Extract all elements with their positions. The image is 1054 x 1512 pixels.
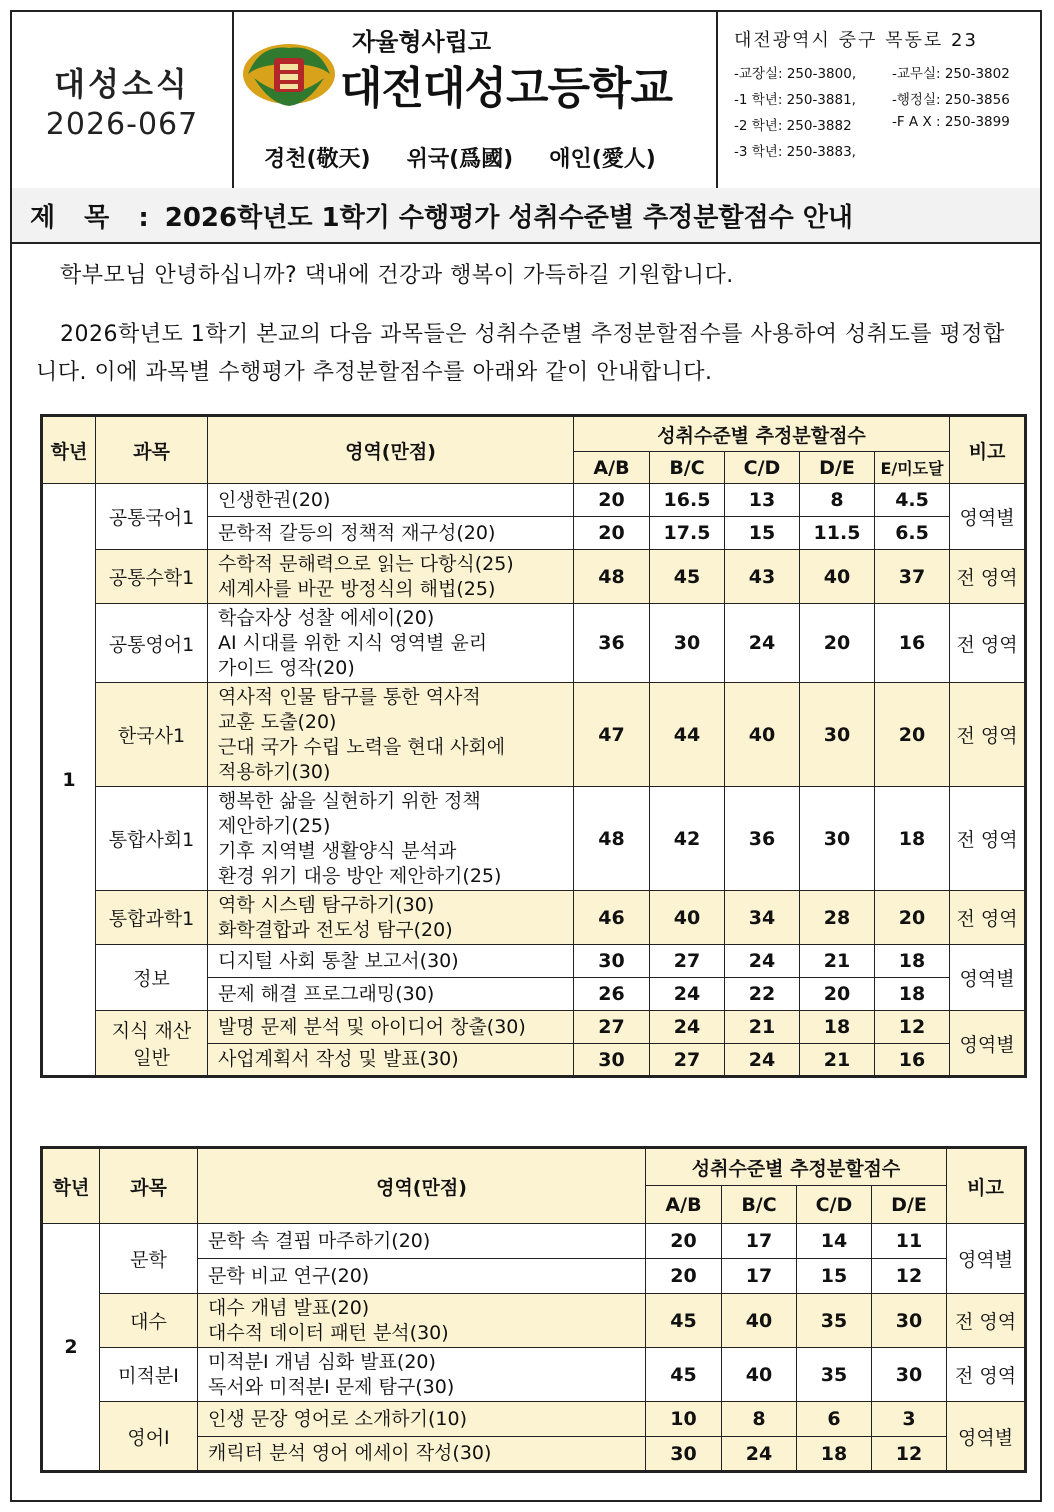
area-line: 환경 위기 대응 방안 제안하기(25) bbox=[218, 864, 502, 887]
score-cell: 8 bbox=[722, 1402, 797, 1437]
subject-cell: 공통영어1 bbox=[96, 604, 208, 683]
score-cell: 40 bbox=[722, 1294, 797, 1348]
school-mottos bbox=[264, 142, 656, 173]
area-cell bbox=[198, 1259, 646, 1294]
area-line: 인생한권(20) bbox=[218, 488, 331, 511]
score-cell: 20 bbox=[800, 978, 875, 1011]
table-row bbox=[42, 891, 1026, 945]
area-line: 문학적 갈등의 정책적 재구성(20) bbox=[218, 521, 496, 544]
score-cell: 12 bbox=[872, 1437, 947, 1472]
score-cell: 16 bbox=[875, 1044, 950, 1077]
grade2-score-table bbox=[40, 1146, 1027, 1473]
note-cell: 전 영역 bbox=[950, 550, 1026, 604]
grade1-score-table bbox=[40, 414, 1027, 1078]
newsletter-page bbox=[10, 10, 1042, 1502]
area-cell bbox=[198, 1402, 646, 1437]
area-cell bbox=[198, 1437, 646, 1472]
motto-1: 경천(敬天) bbox=[264, 147, 371, 172]
score-cell: 20 bbox=[646, 1259, 722, 1294]
score-cell: 24 bbox=[725, 945, 800, 978]
area-line: 캐릭터 분석 영어 에세이 작성(30) bbox=[208, 1442, 492, 1464]
note-cell: 영역별 bbox=[950, 945, 1026, 1011]
table-row bbox=[42, 1224, 1026, 1259]
area-line: 발명 문제 분석 및 아이디어 창출(30) bbox=[218, 1015, 526, 1038]
area-cell bbox=[198, 1348, 646, 1402]
score-cell: 27 bbox=[574, 1011, 650, 1044]
header-subject: 과목 bbox=[100, 1148, 198, 1224]
area-line: 대수적 데이터 패턴 분석(30) bbox=[208, 1321, 449, 1344]
table-row bbox=[42, 945, 1026, 978]
motto-3: 애인(愛人) bbox=[549, 147, 656, 172]
table-row bbox=[42, 550, 1026, 604]
contact-item: -교장실: 250-3800, bbox=[734, 66, 857, 82]
score-cell: 36 bbox=[574, 604, 650, 683]
score-cell: 16.5 bbox=[650, 484, 725, 517]
school-emblem-icon bbox=[240, 34, 338, 114]
score-cell: 18 bbox=[800, 1011, 875, 1044]
subject-cell: 한국사1 bbox=[96, 683, 208, 787]
area-cell bbox=[208, 1044, 574, 1077]
subject-cell: 통합과학1 bbox=[96, 891, 208, 945]
school-type: 자율형사립고 bbox=[352, 28, 492, 56]
header-area: 영역(만점) bbox=[198, 1148, 646, 1224]
score-cell: 45 bbox=[650, 550, 725, 604]
score-cell: 40 bbox=[800, 550, 875, 604]
area-line: 세계사를 바꾼 방정식의 해법(25) bbox=[218, 577, 496, 600]
header-level-0: A/B bbox=[574, 452, 650, 484]
score-cell: 16 bbox=[875, 604, 950, 683]
contact-item bbox=[892, 140, 1042, 160]
score-cell: 27 bbox=[650, 1044, 725, 1077]
contact-item: -1 학년: 250-3881, bbox=[734, 92, 856, 108]
area-line: 역학 시스템 탐구하기(30) bbox=[218, 893, 435, 916]
header-note: 비고 bbox=[950, 416, 1026, 484]
subject-cell: 공통국어1 bbox=[96, 484, 208, 550]
score-cell: 34 bbox=[725, 891, 800, 945]
score-cell: 20 bbox=[574, 484, 650, 517]
score-cell: 15 bbox=[725, 517, 800, 550]
score-cell: 17 bbox=[722, 1224, 797, 1259]
score-cell: 4.5 bbox=[875, 484, 950, 517]
score-cell: 17.5 bbox=[650, 517, 725, 550]
table-row bbox=[42, 1294, 1026, 1348]
subject-label: 제 목 : bbox=[30, 202, 159, 233]
area-line: 제안하기(25) bbox=[218, 814, 331, 837]
score-cell: 3 bbox=[872, 1402, 947, 1437]
score-cell: 20 bbox=[875, 891, 950, 945]
area-line: 근대 국가 수립 노력을 현대 사회에 bbox=[218, 735, 506, 758]
area-cell bbox=[208, 891, 574, 945]
contact-item: -F A X : 250-3899 bbox=[892, 114, 1010, 130]
header-level-0: A/B bbox=[646, 1186, 722, 1224]
score-cell: 24 bbox=[725, 604, 800, 683]
header-area: 영역(만점) bbox=[208, 416, 574, 484]
subject-cell: 대수 bbox=[100, 1294, 198, 1348]
area-line: 독서와 미적분Ⅰ 문제 탐구(30) bbox=[208, 1375, 455, 1398]
contact-list bbox=[734, 62, 1040, 160]
area-cell bbox=[198, 1294, 646, 1348]
subject-text: 2026학년도 1학기 수행평가 성취수준별 추정분할점수 안내 bbox=[164, 202, 853, 233]
area-cell bbox=[208, 683, 574, 787]
greeting-paragraph: 학부모님 안녕하십니까? 댁내에 건강과 행복이 가득하길 기원합니다. bbox=[60, 263, 734, 288]
area-line: 학습자상 성찰 에세이(20) bbox=[218, 606, 435, 629]
subject-cell: 영어Ⅰ bbox=[100, 1402, 198, 1472]
area-line: 사업계획서 작성 및 발표(30) bbox=[218, 1048, 459, 1070]
area-cell bbox=[208, 550, 574, 604]
score-cell: 24 bbox=[650, 1011, 725, 1044]
score-cell: 30 bbox=[650, 604, 725, 683]
school-banner bbox=[234, 12, 718, 188]
note-cell: 영역별 bbox=[950, 1011, 1026, 1077]
table-row bbox=[42, 1011, 1026, 1044]
contact-item: -교무실: 250-3802 bbox=[892, 66, 1010, 82]
score-cell: 24 bbox=[725, 1044, 800, 1077]
area-line: 문학 속 결핍 마주하기(20) bbox=[208, 1229, 431, 1252]
score-cell: 48 bbox=[574, 550, 650, 604]
score-cell: 8 bbox=[800, 484, 875, 517]
score-cell: 24 bbox=[650, 978, 725, 1011]
contact-item: -3 학년: 250-3883, bbox=[734, 144, 856, 160]
score-cell: 42 bbox=[650, 787, 725, 891]
score-cell: 13 bbox=[725, 484, 800, 517]
note-cell: 전 영역 bbox=[950, 604, 1026, 683]
header-level-3: D/E bbox=[872, 1186, 947, 1224]
score-cell: 40 bbox=[722, 1348, 797, 1402]
score-cell: 21 bbox=[725, 1011, 800, 1044]
score-cell: 18 bbox=[875, 787, 950, 891]
score-cell: 20 bbox=[875, 683, 950, 787]
subject-cell: 공통수학1 bbox=[96, 550, 208, 604]
score-cell: 6 bbox=[797, 1402, 872, 1437]
score-cell: 20 bbox=[574, 517, 650, 550]
subject-cell: 지식 재산 일반 bbox=[96, 1011, 208, 1077]
score-cell: 45 bbox=[646, 1348, 722, 1402]
header-subject: 과목 bbox=[96, 416, 208, 484]
area-line: 디지털 사회 통찰 보고서(30) bbox=[218, 949, 459, 972]
area-line: 기후 지역별 생활양식 분석과 bbox=[218, 839, 457, 862]
score-cell: 36 bbox=[725, 787, 800, 891]
score-cell: 26 bbox=[574, 978, 650, 1011]
area-line: 가이드 영작(20) bbox=[218, 656, 355, 679]
newsletter-number: 2026-067 bbox=[45, 106, 199, 142]
note-cell: 전 영역 bbox=[950, 683, 1026, 787]
area-line: 화학결합과 전도성 탐구(20) bbox=[218, 918, 453, 941]
area-cell bbox=[208, 978, 574, 1011]
table-row bbox=[42, 787, 1026, 891]
header-level-4: E/미도달 bbox=[875, 452, 950, 484]
subject-cell: 미적분Ⅰ bbox=[100, 1348, 198, 1402]
score-cell: 30 bbox=[872, 1348, 947, 1402]
score-cell: 37 bbox=[875, 550, 950, 604]
school-name: 대전대성고등학교 bbox=[340, 63, 673, 114]
score-cell: 27 bbox=[650, 945, 725, 978]
score-cell: 35 bbox=[797, 1348, 872, 1402]
score-cell: 20 bbox=[800, 604, 875, 683]
score-cell: 20 bbox=[646, 1224, 722, 1259]
table-row bbox=[42, 1348, 1026, 1402]
note-cell: 전 영역 bbox=[950, 787, 1026, 891]
contact-item: -2 학년: 250-3882 bbox=[734, 118, 852, 134]
school-address: 대전광역시 중구 목동로 23 bbox=[734, 30, 978, 51]
score-cell: 22 bbox=[725, 978, 800, 1011]
header-level-1: B/C bbox=[722, 1186, 797, 1224]
score-cell: 17 bbox=[722, 1259, 797, 1294]
header-scores: 성취수준별 추정분할점수 bbox=[574, 416, 950, 452]
score-cell: 30 bbox=[574, 945, 650, 978]
area-cell bbox=[208, 484, 574, 517]
subject-cell: 정보 bbox=[96, 945, 208, 1011]
score-cell: 18 bbox=[797, 1437, 872, 1472]
area-line: 문제 해결 프로그래밍(30) bbox=[218, 982, 435, 1005]
area-cell bbox=[208, 1011, 574, 1044]
score-cell: 18 bbox=[875, 978, 950, 1011]
area-cell bbox=[208, 604, 574, 683]
header-level-3: D/E bbox=[800, 452, 875, 484]
score-cell: 30 bbox=[800, 787, 875, 891]
area-cell bbox=[208, 787, 574, 891]
note-cell: 전 영역 bbox=[947, 1348, 1026, 1402]
score-cell: 28 bbox=[800, 891, 875, 945]
area-line: 인생 문장 영어로 소개하기(10) bbox=[208, 1407, 468, 1430]
newsletter-stamp bbox=[12, 12, 234, 188]
subject-cell: 통합사회1 bbox=[96, 787, 208, 891]
score-cell: 24 bbox=[722, 1437, 797, 1472]
note-cell: 영역별 bbox=[947, 1224, 1026, 1294]
area-line: 문학 비교 연구(20) bbox=[208, 1264, 370, 1287]
score-cell: 40 bbox=[725, 683, 800, 787]
area-line: 행복한 삶을 실현하기 위한 정책 bbox=[218, 789, 481, 812]
score-cell: 12 bbox=[872, 1259, 947, 1294]
header-grade: 학년 bbox=[42, 416, 96, 484]
area-line: AI 시대를 위한 지식 영역별 윤리 bbox=[218, 631, 488, 654]
area-line: 수학적 문해력으로 읽는 다항식(25) bbox=[218, 552, 514, 575]
score-cell: 47 bbox=[574, 683, 650, 787]
score-cell: 21 bbox=[800, 945, 875, 978]
area-line: 대수 개념 발표(20) bbox=[208, 1296, 370, 1319]
note-cell: 전 영역 bbox=[950, 891, 1026, 945]
table-row bbox=[42, 683, 1026, 787]
letterhead bbox=[12, 12, 1040, 190]
score-cell: 12 bbox=[875, 1011, 950, 1044]
score-cell: 15 bbox=[797, 1259, 872, 1294]
header-level-2: C/D bbox=[797, 1186, 872, 1224]
area-line: 교훈 도출(20) bbox=[218, 710, 337, 733]
area-line: 미적분Ⅰ 개념 심화 발표(20) bbox=[208, 1350, 436, 1373]
contact-item: -행정실: 250-3856 bbox=[892, 92, 1010, 108]
area-line: 적용하기(30) bbox=[218, 760, 331, 783]
score-cell: 21 bbox=[800, 1044, 875, 1077]
score-cell: 30 bbox=[800, 683, 875, 787]
motto-2: 위국(爲國) bbox=[406, 147, 514, 172]
score-cell: 14 bbox=[797, 1224, 872, 1259]
header-grade: 학년 bbox=[42, 1148, 100, 1224]
score-cell: 10 bbox=[646, 1402, 722, 1437]
score-cell: 30 bbox=[646, 1437, 722, 1472]
score-cell: 11 bbox=[872, 1224, 947, 1259]
header-level-2: C/D bbox=[725, 452, 800, 484]
area-cell bbox=[208, 517, 574, 550]
score-cell: 48 bbox=[574, 787, 650, 891]
score-cell: 30 bbox=[574, 1044, 650, 1077]
table-row bbox=[42, 484, 1026, 517]
newsletter-title: 대성소식 bbox=[54, 64, 190, 103]
header-note: 비고 bbox=[947, 1148, 1026, 1224]
score-cell: 44 bbox=[650, 683, 725, 787]
note-cell: 영역별 bbox=[947, 1402, 1026, 1472]
subject-line bbox=[12, 188, 1040, 244]
score-cell: 46 bbox=[574, 891, 650, 945]
area-line: 역사적 인물 탐구를 통한 역사적 bbox=[218, 685, 481, 708]
note-cell: 전 영역 bbox=[947, 1294, 1026, 1348]
grade-cell: 1 bbox=[42, 484, 96, 1077]
score-cell: 43 bbox=[725, 550, 800, 604]
header-scores: 성취수준별 추정분할점수 bbox=[646, 1148, 947, 1186]
score-cell: 18 bbox=[875, 945, 950, 978]
score-cell: 30 bbox=[872, 1294, 947, 1348]
table-row bbox=[42, 604, 1026, 683]
table-row bbox=[42, 1402, 1026, 1437]
score-cell: 45 bbox=[646, 1294, 722, 1348]
area-cell bbox=[198, 1224, 646, 1259]
note-cell: 영역별 bbox=[950, 484, 1026, 550]
header-level-1: B/C bbox=[650, 452, 725, 484]
score-cell: 11.5 bbox=[800, 517, 875, 550]
area-cell bbox=[208, 945, 574, 978]
contact-block bbox=[718, 12, 1040, 188]
score-cell: 35 bbox=[797, 1294, 872, 1348]
grade-cell: 2 bbox=[42, 1224, 100, 1472]
score-cell: 40 bbox=[650, 891, 725, 945]
score-cell: 6.5 bbox=[875, 517, 950, 550]
subject-cell: 문학 bbox=[100, 1224, 198, 1294]
intro-paragraph: 2026학년도 1학기 본교의 다음 과목들은 성취수준별 추정분할점수를 사용하여 성취도를 평정합니다. 이에 과목별 수행평가 추정분할점수를 아래와 같이 안내합니다. bbox=[36, 322, 1005, 385]
